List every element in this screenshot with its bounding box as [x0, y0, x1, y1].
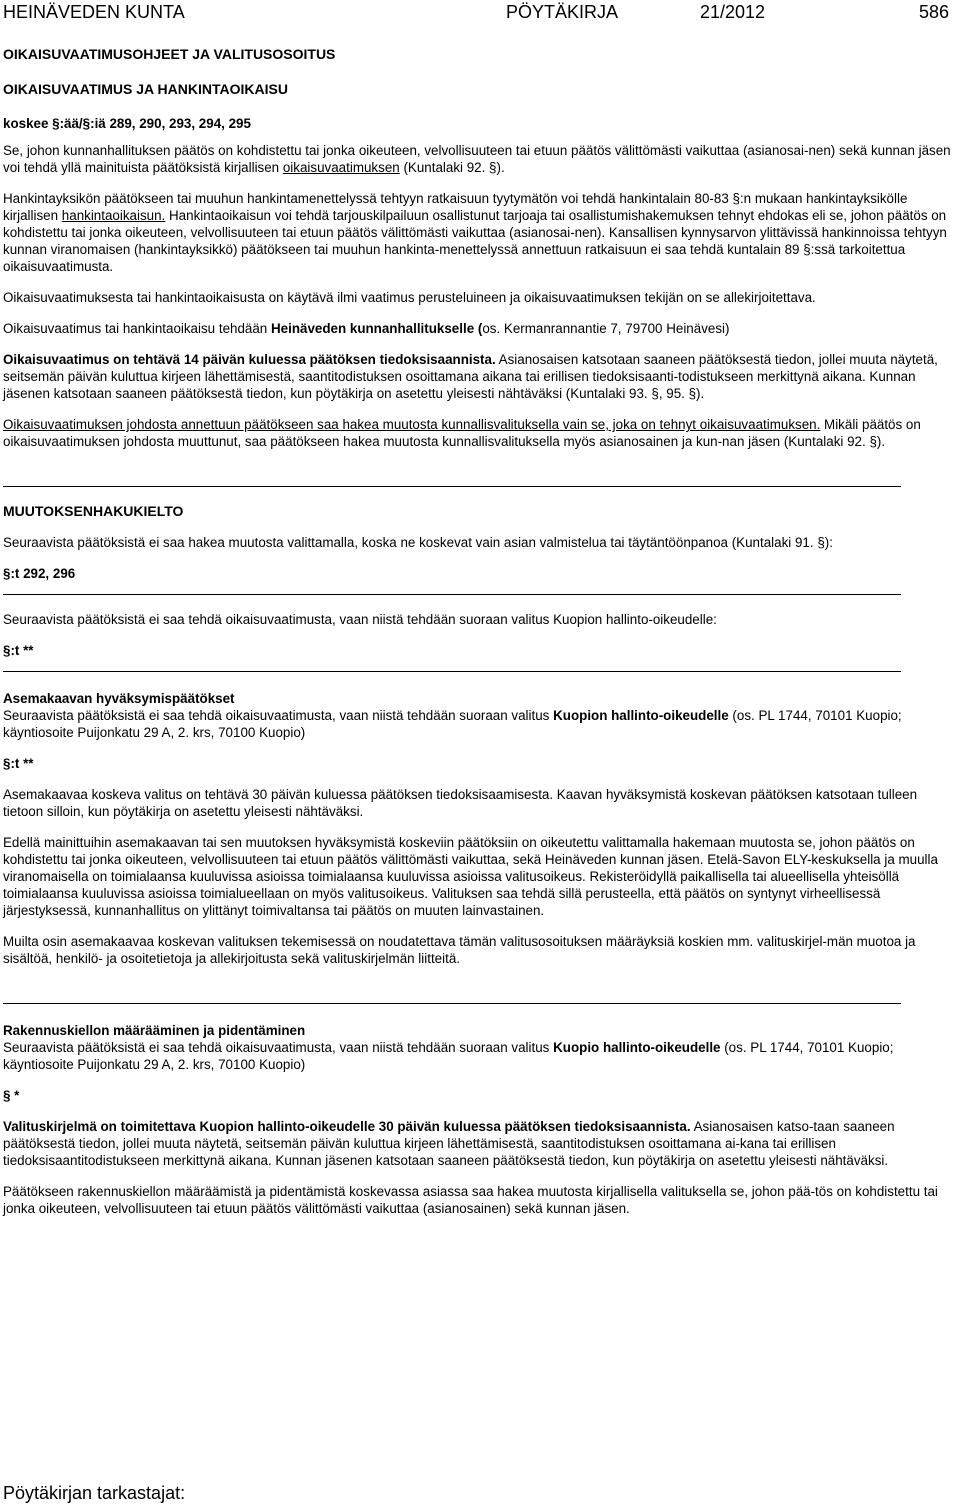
direct-appeal-sections: §:t **	[3, 643, 34, 658]
paragraph-deadline: Oikaisuvaatimus on tehtävä 14 päivän kuluessa päätöksen tiedoksisaannista. Asianosaisen katsotaan saaneen päätöksestä tiedon, jollei muuta näytetä, seitsemän päivän kuluttua kirjeen lähettämisestä, saantitodistuksen osoittamana aikana tai erillisen tiedoksisaanti-todistukseen merkittynä aikana. Kunnan jäsenen katsotaan saaneen päätöksestä tiedon, kun pöytäkirja on asetettu yleisesti nähtäväksi (Kuntalaki 93. §, 95. §).	[3, 352, 938, 401]
paragraph-direct-appeal: Seuraavista päätöksistä ei saa tehdä oikaisuvaatimusta, vaan niistä tehdään suoraan valitus Kuopion hallinto-oikeudelle:	[3, 612, 717, 627]
paragraph-no-appeal: Seuraavista päätöksistä ei saa hakea muutosta valittamalla, koska ne koskevat vain asian valmistelua tai täytäntöönpanoa (Kuntalaki 91. §):	[3, 535, 833, 550]
footer-inspectors-label: Pöytäkirjan tarkastajat:	[3, 1483, 186, 1503]
paragraph-submission-address: Oikaisuvaatimus tai hankintaoikaisu tehdään Heinäveden kunnanhallitukselle (os. Kermanrannantie 7, 79700 Heinävesi)	[3, 321, 730, 336]
asemakaava-sections: §:t **	[3, 756, 34, 771]
paragraph-signature-requirement: Oikaisuvaatimuksesta tai hankintaoikaisusta on käytävä ilmi vaatimus perusteluineen ja oikaisuvaatimuksen tekijän on se allekirjoitettava.	[3, 290, 816, 305]
paragraph-rakennuskielto-court: Seuraavista päätöksistä ei saa tehdä oikaisuvaatimusta, vaan niistä tehdään suoraan valitus Kuopio hallinto-oikeudelle (os. PL 1744, 70101 Kuopio; käyntiosoite Puijonkatu 29 A, 2. krs, 70100 Kuopio)	[3, 1040, 894, 1072]
no-appeal-sections: §:t 292, 296	[3, 566, 76, 581]
paragraph-right-to-appeal: Se, johon kunnanhallituksen päätös on kohdistettu tai jonka oikeuteen, velvollisuuteen tai etuun päätös välittömästi vaikuttaa (asianosai-nen) sekä kunnan jäsen voi tehdä yllä mainituista päätöksistä kirjallisen oikaisuvaatimuksen (Kuntalaki 92. §).	[3, 143, 951, 175]
rakennuskielto-sections: § *	[3, 1088, 20, 1103]
section-title-asemakaava: Asemakaavan hyväksymispäätökset	[3, 691, 235, 706]
header-document-type: PÖYTÄKIRJA	[506, 2, 619, 22]
section-title-rakennuskielto: Rakennuskiellon määrääminen ja pidentäminen	[3, 1023, 306, 1038]
document-body	[3, 46, 953, 1217]
paragraph-procurement-correction: Hankintayksikön päätökseen tai muuhun hankintamenettelyssä tehtyyn ratkaisuun tyytymätön voi tehdä hankintalain 80-83 §:n mukaan hankintayksikölle kirjallisen hankintaoikaisun. Hankintaoikaisun voi tehdä tarjouskilpailuun osallistunut tarjoaja tai osallistumishakemuksen tehnyt ehdokas eli se, johon päätös on kohdistettu tai jonka oikeuteen, velvollisuuteen tai etuun päätös välittömästi vaikuttaa (asianosai-nen). Kansallisen kynnysarvon ylittävissä hankinnoissa tehtyyn kunnan viranomaisen (hankintayksikkö) päätökseen tai muuhun hankinta-menettelyssä annettuun ratkaisuun ei saa tehdä kuntalain 89 §:ssä tarkoitettua oikaisuvaatimusta.	[3, 191, 947, 274]
applies-to-sections: koskee §:ää/§:iä 289, 290, 293, 294, 295	[3, 116, 251, 131]
paragraph-asemakaava-court: Seuraavista päätöksistä ei saa tehdä oikaisuvaatimusta, vaan niistä tehdään suoraan valitus Kuopion hallinto-oikeudelle (os. PL 1744, 70101 Kuopio; käyntiosoite Puijonkatu 29 A, 2. krs, 70100 Kuopio)	[3, 708, 902, 740]
oikaisuvaatimus-link-text: oikaisuvaatimuksen	[282, 160, 400, 175]
header-document-number: 21/2012	[700, 2, 766, 22]
paragraph-asemakaava-other: Muilta osin asemakaavaa koskevan valituksen tekemisessä on noudatettava tämän valitusosoituksen määräyksiä koskien mm. valituskirjel-män muotoa ja sisältöä, henkilö- ja osoitetietoja ja allekirjoitusta sekä valituskirjelmän liitteitä.	[3, 934, 916, 966]
paragraph-asemakaava-rights: Edellä mainittuihin asemakaavan tai sen muutoksen hyväksymistä koskeviin päätöksiin on oikeutettu valittamalla hakemaan muutosta se, johon päätös on kohdistettu tai jonka oikeuteen, velvollisuuteen tai etuun päätös välittömästi vaikuttaa, sekä Heinäveden kunnan jäsen. Etelä-Savon ELY-keskuksella ja muulla viranomaisella on toimialaansa kuuluvissa asioissa toimialaansa kuuluvissa asioissa valitusoikeus. Rekisteröidyllä paikallisella tai alueellisella yhteisöllä toimialaansa kuuluvissa asioissa toimialueellaan on myös valitusoikeus. Valituksen saa tehdä sillä perusteella, että päätös on syntynyt virheellisessä järjestyksessä, kunnanhallitus on ylittänyt toimivaltansa tai päätös on muuten lainvastainen.	[3, 835, 938, 918]
page-header	[0, 0, 960, 26]
main-title: OIKAISUVAATIMUSOHJEET JA VALITUSOSOITUS	[3, 46, 336, 62]
header-organization: HEINÄVEDEN KUNTA	[3, 2, 185, 22]
paragraph-rakennuskielto-rights: Päätökseen rakennuskiellon määräämistä ja pidentämistä koskevassa asiassa saa hakea muutosta kirjallisella valituksella se, johon pää-tös on kohdistettu tai jonka oikeuteen, velvollisuuteen tai etuun päätös välittömästi vaikuttaa (asianosainen) sekä kunnan jäsen.	[3, 1184, 938, 1216]
paragraph-rakennuskielto-deadline: Valituskirjelmä on toimitettava Kuopion hallinto-oikeudelle 30 päivän kuluessa päätöksen tiedoksisaannista. Asianosaisen katso-taan saaneen päätöksestä tiedon, jollei muuta näytetä, seitsemän päivän kuluttua kirjeen lähettämisestä, saantitodistuksen osoittamana ai-kana tai erillisen tiedoksisaantitodistukseen merkittynä aikana. Kunnan jäsenen katsotaan saaneen päätöksestä tiedon, kun pöytäkirja on asetettu yleisesti nähtäväksi.	[3, 1119, 895, 1168]
paragraph-appeal-after-correction: Oikaisuvaatimuksen johdosta annettuun päätökseen saa hakea muutosta kunnallisvalituksella vain se, joka on tehnyt oikaisuvaatimuksen. Mikäli päätös on oikaisuvaatimuksen johdosta muuttunut, saa päätökseen hakea muutosta kunnallisvalituksella myös asianosainen ja kun-nan jäsen (Kuntalaki 92. §).	[3, 417, 921, 449]
section-title-oikaisuvaatimus: OIKAISUVAATIMUS JA HANKINTAOIKAISU	[3, 81, 288, 97]
header-page-number: 586	[919, 2, 950, 22]
hankintaoikaisu-link-text: hankintaoikaisun.	[61, 208, 166, 223]
section-title-muutoksenhakukielto: MUUTOKSENHAKUKIELTO	[3, 503, 184, 519]
paragraph-asemakaava-deadline: Asemakaavaa koskeva valitus on tehtävä 30 päivän kuluessa päätöksen tiedoksisaamisesta. Kaavan hyväksymistä koskevan päätöksen katsotaan tulleen tietoon silloin, kun pöytäkirja on asetettu yleisesti nähtäväksi.	[3, 787, 918, 819]
